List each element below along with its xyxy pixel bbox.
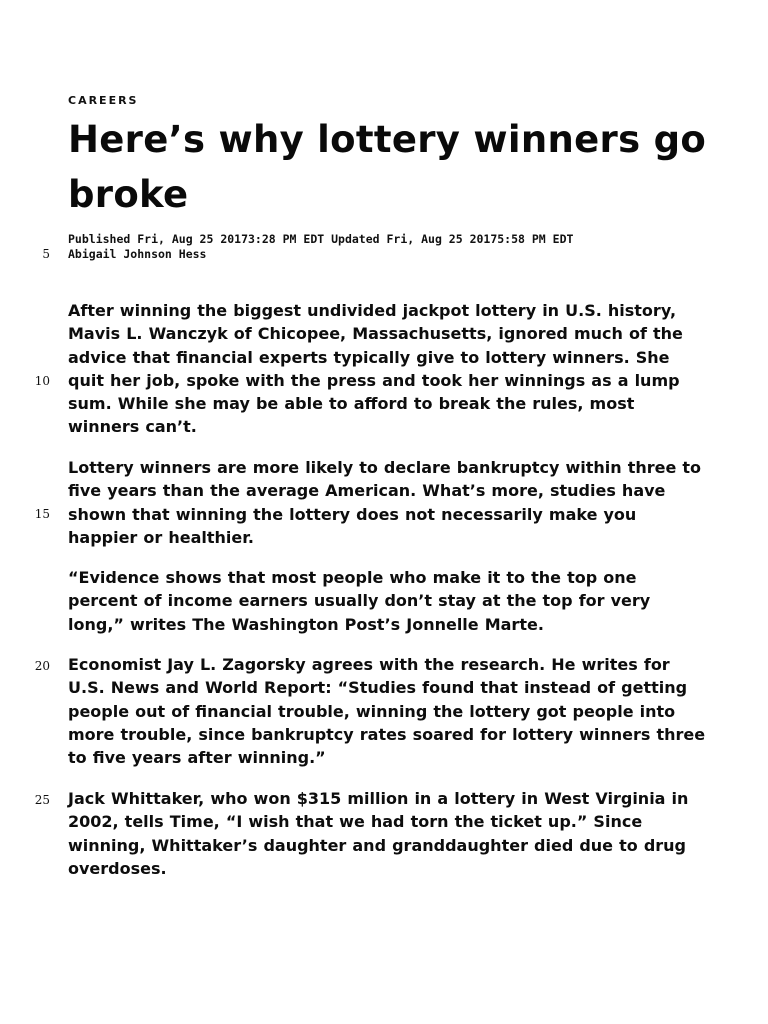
section-label: CAREERS — [68, 94, 139, 107]
line-number: 20 — [34, 659, 50, 673]
article-paragraph: Economist Jay L. Zagorsky agrees with the research. He writes for U.S. News and World Report: “Studies found that instead of getting people out of financial trouble, winning the lottery got people into more trouble, since bankruptcy rates soared for lottery winners three to five years after winning.” — [68, 655, 706, 768]
line-number: 25 — [34, 793, 50, 807]
line-number: 5 — [42, 247, 50, 261]
line-number: 15 — [34, 507, 50, 521]
publish-timestamp: Published Fri, Aug 25 20173:28 PM EDT Updated Fri, Aug 25 20175:58 PM EDT — [68, 232, 574, 246]
article-paragraph: “Evidence shows that most people who make it to the top one percent of income earners usually don’t stay at the top for very long,” writes The Washington Post’s Jonnelle Marte. — [68, 568, 651, 634]
article-paragraph: Jack Whittaker, who won $315 million in a lottery in West Virginia in 2002, tells Time, “I wish that we had torn the ticket up.” Since winning, Whittaker’s daughter and granddaughter died due to drug overdoses. — [68, 789, 689, 878]
article-headline: Here’s why lottery winners go broke — [68, 118, 707, 216]
article-meta — [68, 232, 573, 262]
author-byline: Abigail Johnson Hess — [68, 247, 207, 261]
article-paragraph: Lottery winners are more likely to declare bankruptcy within three to five years than the average American. What’s more, studies have shown that winning the lottery does not necessarily make you happier or healthier. — [68, 458, 702, 547]
article-paragraph: After winning the biggest undivided jackpot lottery in U.S. history, Mavis L. Wanczyk of Chicopee, Massachusetts, ignored much of the advice that financial experts typically give to lottery winners. She quit her job, spoke with the press and took her winnings as a lump sum. While she may be able to afford to break the rules, most winners can’t. — [68, 301, 683, 437]
line-number: 10 — [34, 374, 50, 388]
